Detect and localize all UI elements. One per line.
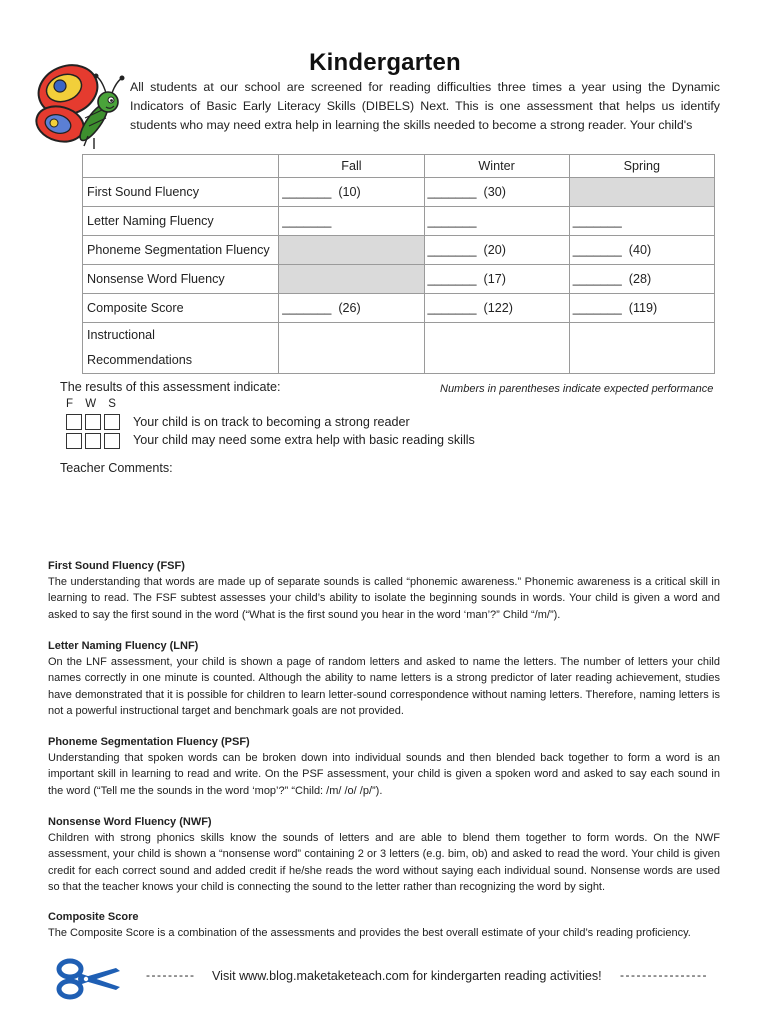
section-heading: Phoneme Segmentation Fluency (PSF) bbox=[48, 736, 250, 748]
section-body: Understanding that spoken words can be broken down into individual sounds and then blended back together to form a word is an important skill in learning to read and write. On the PSF assessment, your child is given a spoken word and asked to say each sound in the word (“Tell me the sounds in the word ‘mop’?” “Child: /m/ /o/ /p/”). bbox=[48, 752, 720, 797]
cut-line-right: ---------------- bbox=[620, 968, 708, 982]
recommendations-label bbox=[83, 323, 279, 374]
winter-cell[interactable]: _______ (122) bbox=[424, 294, 569, 323]
spring-cell[interactable]: _______ (119) bbox=[569, 294, 714, 323]
section-nwf bbox=[48, 814, 720, 895]
table-row bbox=[83, 265, 715, 294]
extra-help-option-label: Your child may need some extra help with basic reading skills bbox=[133, 433, 475, 447]
winter-cell[interactable]: _______ (17) bbox=[424, 265, 569, 294]
fall-cell[interactable]: _______ bbox=[279, 207, 424, 236]
header-blank bbox=[83, 155, 279, 178]
checkbox-winter[interactable] bbox=[85, 433, 101, 449]
checkbox-winter[interactable] bbox=[85, 414, 101, 430]
spring-cell[interactable]: _______ bbox=[569, 207, 714, 236]
fall-cell-shaded bbox=[279, 265, 424, 294]
recommendations-label-line1: Instructional bbox=[87, 328, 155, 342]
table-row bbox=[83, 207, 715, 236]
section-body: The Composite Score is a combination of the assessments and provides the best overall estimate of your child’s reading proficiency. bbox=[48, 927, 691, 940]
extra-help-checkboxes bbox=[66, 433, 120, 449]
section-lnf bbox=[48, 638, 720, 719]
recommendations-label-line2: Recommendations bbox=[87, 353, 192, 367]
fall-recommendation-cell[interactable] bbox=[279, 323, 424, 374]
row-label: Letter Naming Fluency bbox=[83, 207, 279, 236]
section-psf bbox=[48, 734, 720, 799]
checkbox-fall[interactable] bbox=[66, 414, 82, 430]
on-track-option-label: Your child is on track to becoming a strong reader bbox=[133, 415, 410, 429]
fws-column-letters: F W S bbox=[66, 398, 116, 410]
table-row bbox=[83, 178, 715, 207]
row-label: Phoneme Segmentation Fluency bbox=[83, 236, 279, 265]
teacher-comments-label: Teacher Comments: bbox=[60, 461, 173, 475]
page-title: Kindergarten bbox=[309, 49, 461, 76]
section-body: Children with strong phonics skills know the sounds of letters and are able to blend them together to form words. On the NWF assessment, your child is shown a “nonsense word” containing 2 or 3 letters (e.g. bim, ob) and asked to read the word. Your child is given credit for each correct sound and added credit if he/she reads the word without saying each individual sound. Nonsense words are used so that the teacher knows your child is connecting the sound to the letter rather than recognizing the word by sight. bbox=[48, 832, 720, 893]
recommendations-row bbox=[83, 323, 715, 374]
checkbox-fall[interactable] bbox=[66, 433, 82, 449]
row-label: Nonsense Word Fluency bbox=[83, 265, 279, 294]
spring-cell[interactable]: _______ (40) bbox=[569, 236, 714, 265]
spring-cell-shaded bbox=[569, 178, 714, 207]
header-winter: Winter bbox=[424, 155, 569, 178]
row-label: First Sound Fluency bbox=[83, 178, 279, 207]
section-body: On the LNF assessment, your child is shown a page of random letters and asked to name the letters. The number of letters your child names correctly in one minute is counted. Although the ability to name letters is a strong predictor of later reading achievement, studies have demonstrated that it is possible for children to learn letter-sound correspondence without naming letters. Therefore, naming letters is not a powerful instructional target and benchmark goals are not provided. bbox=[48, 656, 720, 717]
section-heading: Composite Score bbox=[48, 911, 139, 923]
checkbox-spring[interactable] bbox=[104, 414, 120, 430]
section-heading: Letter Naming Fluency (LNF) bbox=[48, 640, 199, 652]
scissors-icon bbox=[56, 957, 122, 1001]
winter-recommendation-cell[interactable] bbox=[424, 323, 569, 374]
table-header-row bbox=[83, 155, 715, 178]
spring-recommendation-cell[interactable] bbox=[569, 323, 714, 374]
fall-cell[interactable]: _______ (10) bbox=[279, 178, 424, 207]
table-row bbox=[83, 294, 715, 323]
winter-cell[interactable]: _______ bbox=[424, 207, 569, 236]
winter-cell[interactable]: _______ (30) bbox=[424, 178, 569, 207]
section-heading: Nonsense Word Fluency (NWF) bbox=[48, 816, 212, 828]
header-spring: Spring bbox=[569, 155, 714, 178]
section-heading: First Sound Fluency (FSF) bbox=[48, 560, 185, 572]
section-body: The understanding that words are made up of separate sounds is called “phonemic awareness.” Phonemic awareness is a critical skill in learning to read. The FSF subtest assesses your child’s ability to isolate the beginning sounds in words. Your child is given a word and asked to say the first sound in the word (“What is the first sound you hear in the word ‘man’?” Child “/m/”). bbox=[48, 576, 720, 621]
row-label: Composite Score bbox=[83, 294, 279, 323]
intro-paragraph: All students at our school are screened for reading difficulties three times a year using the Dynamic Indicators of Basic Early Literacy Skills (DIBELS) Next. This is one assessment that helps us identify students who may need extra help in learning the skills needed to become a strong reader. Your child's bbox=[130, 80, 720, 132]
results-label: The results of this assessment indicate: bbox=[60, 380, 281, 394]
fall-cell[interactable]: _______ (26) bbox=[279, 294, 424, 323]
section-composite bbox=[48, 909, 720, 941]
section-fsf bbox=[48, 558, 720, 623]
checkbox-spring[interactable] bbox=[104, 433, 120, 449]
fall-cell-shaded bbox=[279, 236, 424, 265]
on-track-checkboxes bbox=[66, 414, 120, 430]
spring-cell[interactable]: _______ (28) bbox=[569, 265, 714, 294]
winter-cell[interactable]: _______ (20) bbox=[424, 236, 569, 265]
cut-line-left: --------- bbox=[146, 968, 196, 982]
expected-performance-note: Numbers in parentheses indicate expected performance bbox=[440, 383, 714, 395]
header-fall: Fall bbox=[279, 155, 424, 178]
table-row bbox=[83, 236, 715, 265]
score-table bbox=[82, 154, 715, 374]
visit-link-text[interactable]: Visit www.blog.maketaketeach.com for kindergarten reading activities! bbox=[212, 969, 602, 983]
